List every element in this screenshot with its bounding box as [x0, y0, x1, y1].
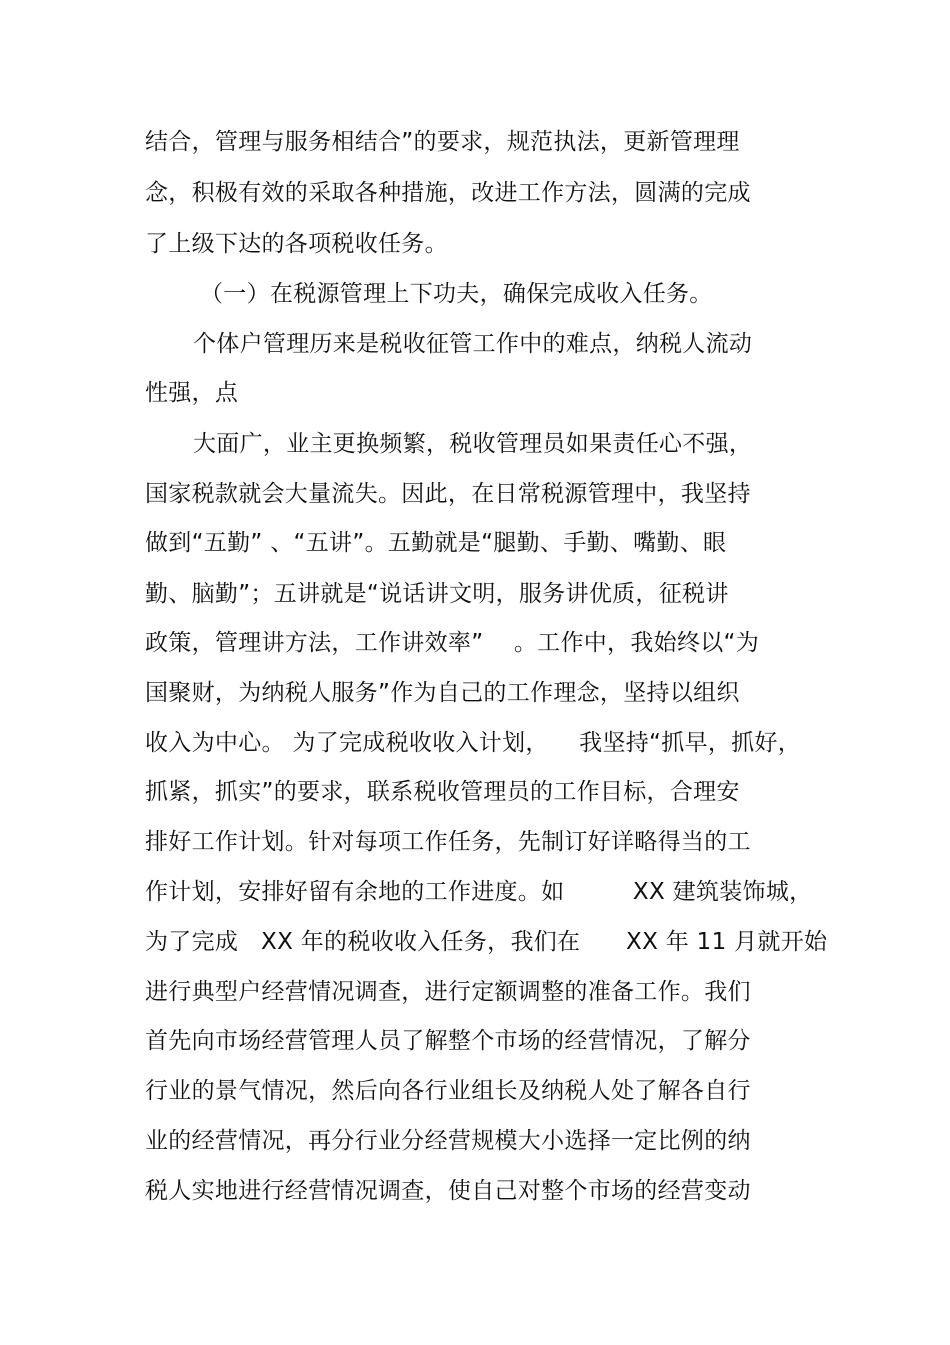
section-heading: （一）在税源管理上下功夫，确保完成收入任务。	[200, 281, 713, 307]
text-line: 个体户管理历来是税收征管工作中的难点，纳税人流动	[193, 331, 753, 357]
text-line: 进行典型户经营情况调查，进行定额调整的准备工作。我们	[145, 979, 751, 1005]
text-line: 抓紧，抓实”的要求，联系税收管理员的工作目标，合理安	[145, 779, 740, 805]
text-line: 做到“五勤” 、“五讲”。五勤就是“腿勤、手勤、嘴勤、眼	[145, 530, 727, 556]
text-line: 结合，管理与服务相结合”的要求，规范执法，更新管理理	[145, 129, 740, 155]
text-line: 国家税款就会大量流失。因此，在日常税源管理中，我坚持	[145, 481, 751, 507]
text-line: 念，积极有效的采取各种措施，改进工作方法，圆满的完成	[145, 180, 751, 206]
text-line: 排好工作计划。针对每项工作任务，先制订好详略得当的工	[145, 829, 751, 855]
text-line: 政策，管理讲方法，工作讲效率” 。工作中，我始终以“为	[145, 630, 760, 656]
text-line: 作计划，安排好留有余地的工作进度。如 XX 建筑装饰城，	[145, 879, 813, 905]
text-line: 为了完成 XX 年的税收收入任务，我们在 XX 年 11 月就开始	[145, 929, 828, 955]
text-line: 性强，点	[145, 380, 239, 406]
text-line: 大面广，业主更换频繁，税收管理员如果责任心不强，	[193, 431, 753, 457]
text-line: 勤、脑勤”；五讲就是“说话讲文明，服务讲优质，征税讲	[145, 581, 729, 607]
text-line: 了上级下达的各项税收任务。	[145, 231, 448, 257]
text-line: 国聚财，为纳税人服务”作为自己的工作理念，坚持以组织	[145, 680, 740, 706]
text-line: 首先向市场经营管理人员了解整个市场的经营情况，了解分	[145, 1028, 751, 1054]
text-line: 收入为中心。 为了完成税收收入计划， 我坚持“抓早，抓好，	[145, 730, 802, 756]
text-line: 税人实地进行经营情况调查，使自己对整个市场的经营变动	[145, 1178, 751, 1204]
text-line: 行业的景气情况，然后向各行业组长及纳税人处了解各自行	[145, 1078, 751, 1104]
text-line: 业的经营情况，再分行业分经营规模大小选择一定比例的纳	[145, 1128, 751, 1154]
